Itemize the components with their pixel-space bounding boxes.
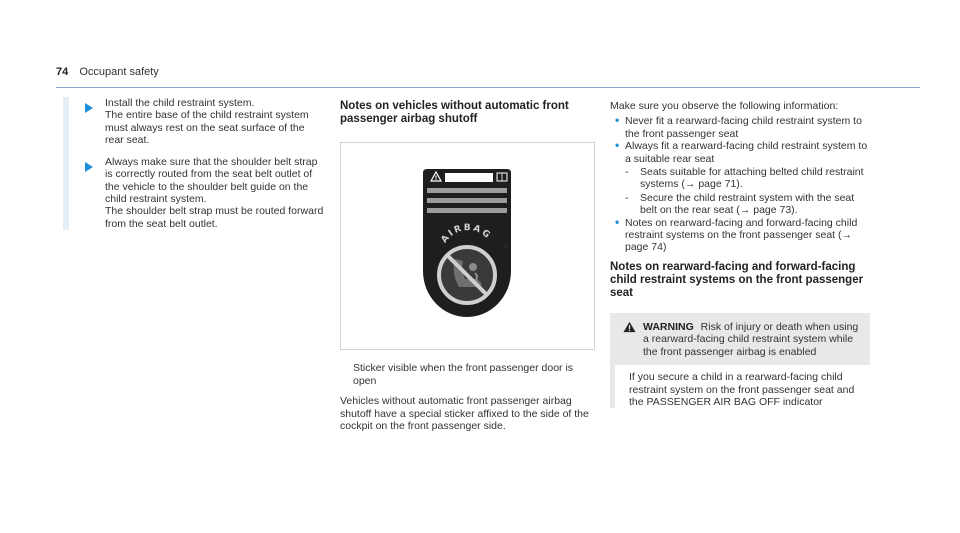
body-paragraph: Vehicles without automatic front passenger airbag shutoff have a special sticker affixed to the side of the cockpit on the front passenger side. <box>340 395 589 432</box>
bullet-icon: • <box>615 113 620 128</box>
no-child-seat-icon <box>439 247 495 303</box>
sticker-airbag-label: AIRBAG <box>439 223 494 246</box>
instruction-text: Always make sure that the shoulder belt strap is correctly routed from the seat belt outlet of the vehicle to the shoulder belt guide on the child restraint system. The shoulder belt strap must be routed forward from the seat belt outlet. <box>105 156 324 230</box>
step-arrow-icon <box>85 162 93 172</box>
svg-text:!: ! <box>434 175 438 182</box>
warning-header <box>615 313 870 365</box>
section-heading: Notes on rearward-facing and forward-facing child restraint systems on the front passenger seat <box>610 260 864 299</box>
list-item: • Notes on rearward-facing and forward-facing child restraint systems on the front passenger seat (→ page 74) <box>615 214 858 254</box>
intro-text: Make sure you observe the following information: <box>610 100 839 112</box>
instruction-step <box>63 97 325 146</box>
step-arrow-icon <box>85 103 93 113</box>
warning-lead: Risk of injury or death when using a rearward-facing child restraint system while the front passenger airbag is enabled <box>643 320 859 358</box>
sub-list-item: - Seats suitable for attaching belted child restraint systems (→ page 71). <box>625 166 864 191</box>
airbag-warning-sticker <box>421 169 513 323</box>
bullet-icon: • <box>615 138 620 153</box>
page-header <box>56 66 159 78</box>
sub-list-item: - Secure the child restraint system with the seat belt on the rear seat (→ page 73). <box>625 191 855 217</box>
bullet-list <box>610 115 870 253</box>
figure-frame <box>340 142 595 350</box>
warning-box <box>610 313 870 408</box>
warning-title: WARNING <box>643 320 694 333</box>
header-divider <box>56 87 920 88</box>
right-column <box>610 100 870 408</box>
warning-icon <box>623 321 636 333</box>
instruction-step <box>63 146 325 230</box>
warning-body: If you secure a child in a rearward-facing child restraint system on the front passenger seat and the PASSENGER AIR BAG OFF indicator <box>629 371 855 408</box>
left-column <box>63 97 325 230</box>
list-item: • Never fit a rearward-facing child restraint system to the front passenger seat <box>615 113 862 140</box>
page-number: 74 <box>56 66 69 78</box>
svg-text:....: .... <box>503 244 507 248</box>
list-item: • Always fit a rearward-facing child restraint system to a suitable rear seat <box>615 138 868 165</box>
bullet-icon: • <box>615 214 620 229</box>
figure-caption: Sticker visible when the front passenger door is open <box>353 362 574 387</box>
middle-column <box>340 100 595 433</box>
section-heading: Notes on vehicles without automatic front passenger airbag shutoff <box>340 100 569 125</box>
instruction-text: Install the child restraint system. The entire base of the child restraint system must always rest on the seat surface of the rear seat. <box>105 97 309 146</box>
section-title: Occupant safety <box>79 66 159 78</box>
